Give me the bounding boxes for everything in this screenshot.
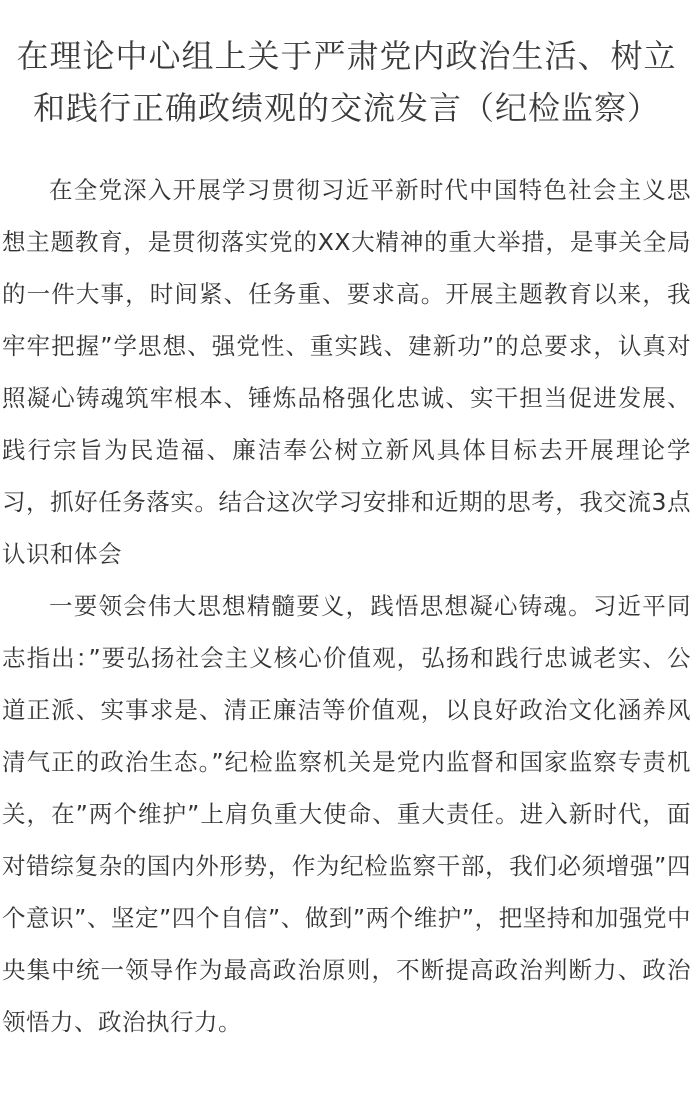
document-body <box>0 164 693 1048</box>
paragraph-intro: 在全党深入开展学习贯彻习近平新时代中国特色社会主义思想主题教育，是贯彻落实党的XX大精神的重大举措，是事关全局的一件大事，时间紧、任务重、要求高。开展主题教育以来，我牢牢把握”学思想、强党性、重实践、建新功”的总要求，认真对照凝心铸魂筑牢根本、锤炼品格强化忠诚、实干担当促进发展、践行宗旨为民造福、廉洁奉公树立新风具体目标去开展理论学习，抓好任务落实。结合这次学习安排和近期的思考，我交流3点认识和体会 <box>2 176 691 568</box>
paragraph-point-one: 一要领会伟大思想精髓要义，践悟思想凝心铸魂。习近平同志指出：”要弘扬社会主义核心价值观，弘扬和践行忠诚老实、公道正派、实事求是、清正廉洁等价值观，以良好政治文化涵养风清气正的政治生态。”纪检监察机关是党内监督和国家监察专责机关，在”两个维护”上肩负重大使命、重大责任。进入新时代，面对错综复杂的国内外形势，作为纪检监察干部，我们必须增强”四个意识”、坚定”四个自信”、做到”两个维护”，把坚持和加强党中央集中统一领导作为最高政治原则，不断提高政治判断力、政治领悟力、政治执行力。 <box>2 592 691 1036</box>
document-title: 在理论中心组上关于严肃党内政治生活、树立和践行正确政绩观的交流发言（纪检监察） <box>16 37 677 127</box>
